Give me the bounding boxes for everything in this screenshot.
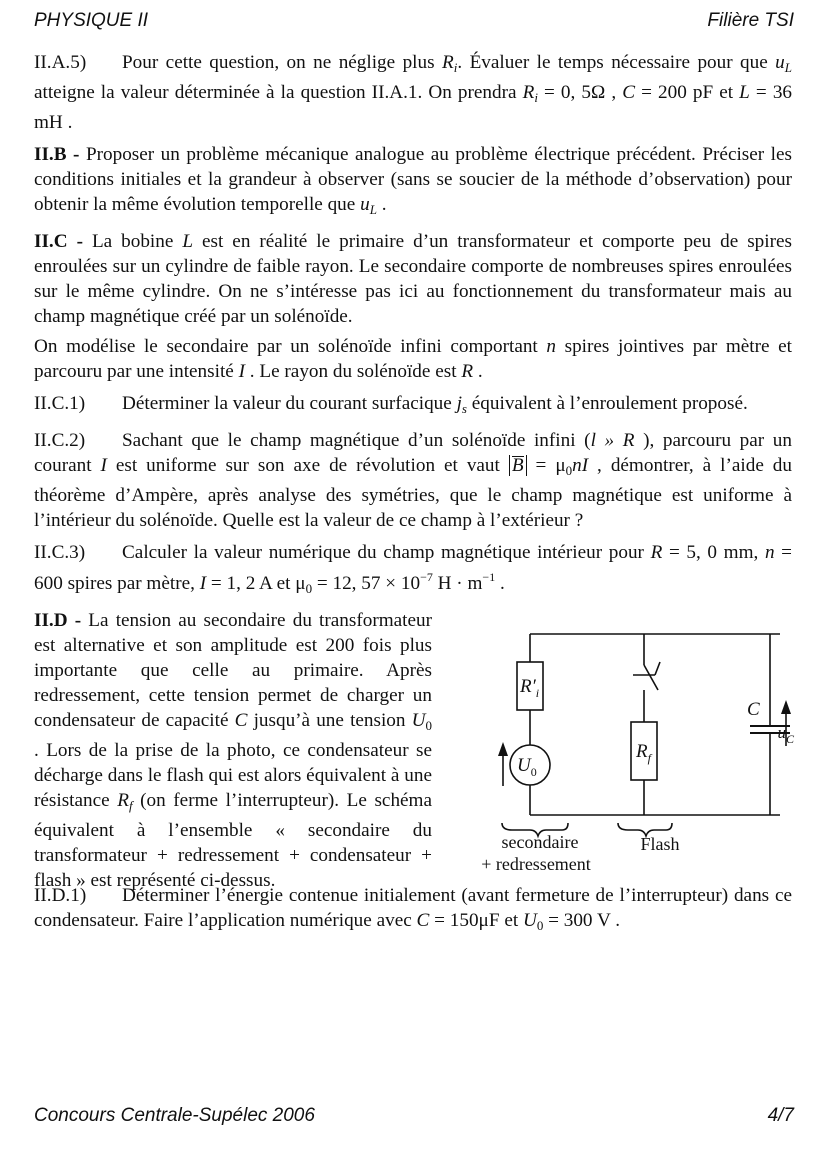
question-II-C: II.C - La bobine L est en réalité le primaire d’un transformateur et comporte peu de spires enroulées sur un cylindre de faible rayon. Le secondaire comporte de nombreuses spires enroulées sur le même cylindre. On ne s’intéresse pas ici au fonctionnement du transformateur mais au champ magnétique créé par un solénoïde. xyxy=(34,231,792,327)
label-Rf: $R_f$ xyxy=(636,741,651,765)
question-number: II.A.5) xyxy=(34,52,87,73)
question-number: II.C.3) xyxy=(34,542,86,563)
vector-B-norm: B xyxy=(509,455,527,476)
solenoid-model-paragraph: On modélise le secondaire par un solénoïde infini comportant n spires jointives par mètre et parcouru par une intensité I . Le rayon du solénoïde est R . xyxy=(34,336,792,382)
numerical-values: $R_i = 0$, 5Ω , C = 200 pF et L = 36 mH . xyxy=(34,82,793,133)
header-subject: PHYSIQUE II xyxy=(34,10,149,31)
value-symbol: R xyxy=(522,82,535,103)
question-II-C-3: II.C.3) Calculer la valeur numérique du champ magnétique intérieur pour R = 5, 0 mm, n = 600 spires par mètre, I = 1, 2 A et $\mu_0 = 12$, $57 \times 10^{-7}$ $H \cdot m^{-1}$ . xyxy=(34,542,793,596)
question-II-D-1: II.D.1) Déterminer l’énergie contenue initialement (avant fermeture de l’interrupteur) dans ce condensateur. Faire l’application numérique avec C = 150μF et $U_0 = 300$ V . xyxy=(34,885,792,933)
flash-circuit-diagram xyxy=(450,610,796,882)
question-number: II.C.2) xyxy=(34,430,86,451)
label-redressement: + redressement xyxy=(481,854,591,874)
arrowhead-uC xyxy=(781,700,791,714)
arrowhead-U0 xyxy=(498,742,508,756)
label-flash: Flash xyxy=(640,834,680,854)
section-heading: II.B - xyxy=(34,144,86,165)
question-number: II.C.1) xyxy=(34,393,86,414)
question-II-A-5: II.A.5) Pour cette question, on ne néglige plus $R_i$. Évaluer le temps nécessaire pour que $u_L$ atteigne la valeur déterminée à la question II.A.1. On prendra $R_i = 0$, 5Ω , C = 200 pF et L = 36 mH . xyxy=(34,52,793,133)
question-II-D: II.D - La tension au secondaire du transformateur est alternative et son amplitude est 200 fois plus importante que celle au primaire. Après redressement, cette tension permet de charger un condensateur de capacité C jusqu’à une tension $U_0$ . Lors de la prise de la photo, ce condensateur se décharge dans le flash qui est alors équivalent à une résistance $R_f$ (on ferme l’interrupteur). Le schéma équivalent à l’ensemble « secondaire du transformateur + redressement + condensateur + flash » est représenté ci-dessus. xyxy=(34,610,433,891)
section-heading: II.C - xyxy=(34,231,92,252)
label-secondaire: secondaire xyxy=(501,832,579,852)
question-II-C-1: II.C.1) Déterminer la valeur du courant surfacique $j_s$ équivalent à l’enroulement proposé. xyxy=(34,393,748,416)
footer-page-number: 4/7 xyxy=(767,1105,794,1126)
label-C: C xyxy=(747,699,760,720)
section-heading: II.D - xyxy=(34,610,89,631)
question-II-C-2: II.C.2) Sachant que le champ magnétique d’un solénoïde infini (l » R ), parcouru par un courant I est uniforme sur son axe de révolution et vaut $B = \mu_0nI$ , démontrer, à l’aide du théorème d’Ampère, après analyse des symétries, que le champ magnétique est uniforme à l’intérieur du solénoïde. Quelle est la valeur de ce champ à l’extérieur ? xyxy=(34,430,792,531)
switch xyxy=(633,662,660,690)
header-track: Filière TSI xyxy=(707,10,794,31)
section-II-D-block xyxy=(34,608,794,891)
question-number: II.D.1) xyxy=(34,885,87,906)
label-Ri: $R'_i$ xyxy=(520,676,540,700)
page-content xyxy=(34,50,792,945)
footer-contest: Concours Centrale-Supélec 2006 xyxy=(34,1105,315,1126)
label-uC: $u_C$ xyxy=(777,723,794,746)
value-symbol: L xyxy=(739,82,750,103)
question-II-B: II.B - Proposer un problème mécanique analogue au problème électrique précédent. Préciser les conditions initiales et la grandeur à observer (sans se soucier de la méthode d’observation) pour obtenir la même évolution temporelle que $u_L$ . xyxy=(34,144,792,217)
value-symbol: C xyxy=(622,82,636,103)
label-U0: $U_0$ xyxy=(517,755,537,779)
